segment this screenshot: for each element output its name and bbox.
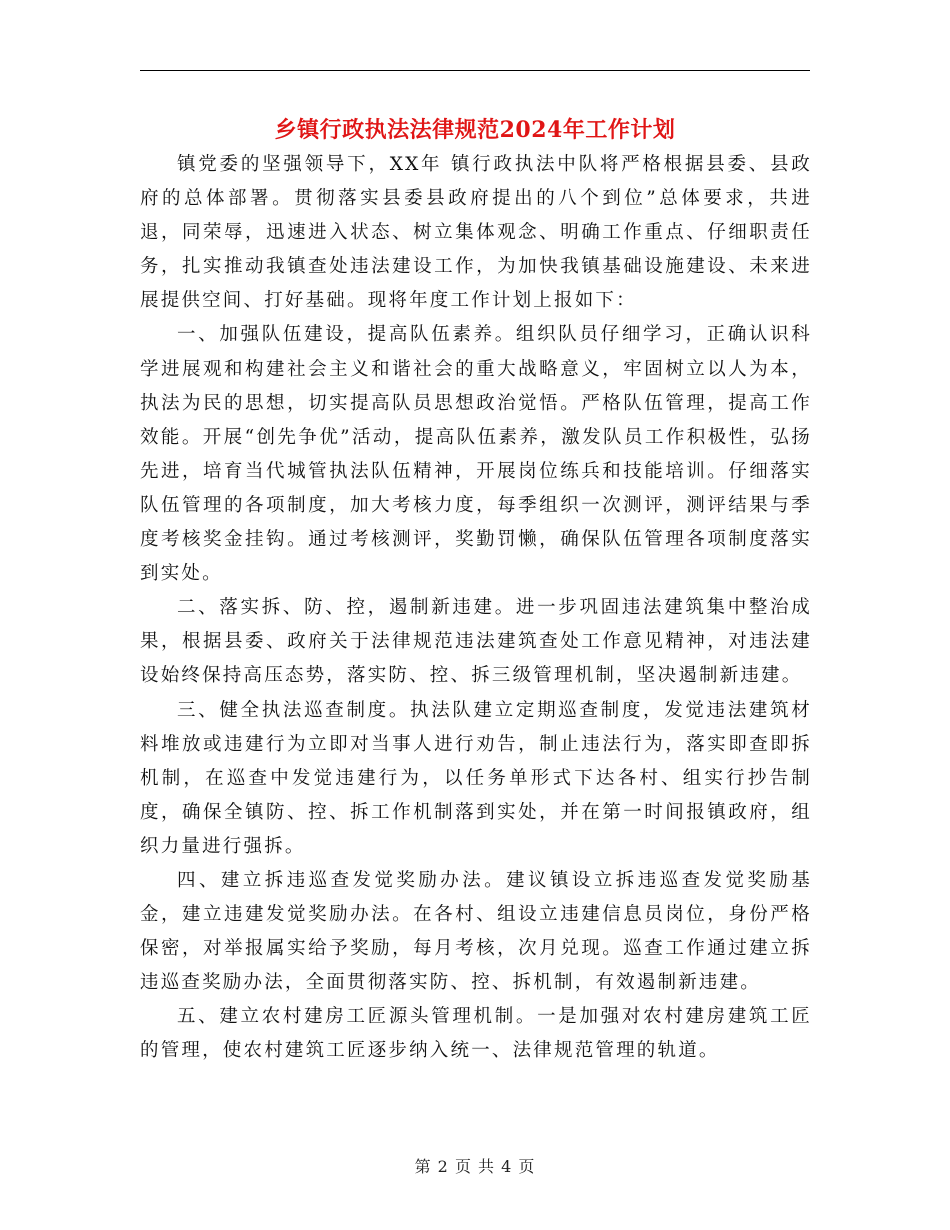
section-1-paragraph: 一、加强队伍建设，提高队伍素养。组织队员仔细学习，正确认识科学进展观和构建社会主义和谐社会的重大战略意义，牢固树立以人为本，执法为民的思想，切实提高队员思想政治觉悟。严格队伍管理，提高工作效能。开展“创先争优”活动，提高队伍素养，激发队员工作积极性，弘扬先进，培育当代城管执法队伍精神，开展岗位练兵和技能培训。仔细落实队伍管理的各项制度，加大考核力度，每季组织一次测评，测评结果与季度考核奖金挂钩。通过考核测评，奖勤罚懒，确保队伍管理各项制度落实到实处。 <box>140 324 812 585</box>
document-body <box>140 148 812 1069</box>
section-2-paragraph: 二、落实拆、防、控，遏制新违建。进一步巩固违法建筑集中整治成果，根据县委、政府关于法律规范违法建筑查处工作意见精神，对违法建设始终保持高压态势，落实防、控、拆三级管理机制，坚决遏制新违建。 <box>140 597 812 687</box>
section-5-paragraph: 五、建立农村建房工匠源头管理机制。一是加强对农村建房建筑工匠的管理，使农村建筑工匠逐步纳入统一、法律规范管理的轨道。 <box>140 1006 812 1062</box>
section-3-paragraph: 三、健全执法巡查制度。执法队建立定期巡查制度，发觉违法建筑材料堆放或违建行为立即对当事人进行劝告，制止违法行为，落实即查即拆机制，在巡查中发觉违建行为，以任务单形式下达各村、组实行抄告制度，确保全镇防、控、拆工作机制落到实处，并在第一时间报镇政府，组织力量进行强拆。 <box>140 699 812 857</box>
intro-paragraph: 镇党委的坚强领导下，XX年 镇行政执法中队将严格根据县委、县政府的总体部署。贯彻落实县委县政府提出的八个到位”总体要求，共进退，同荣辱，迅速进入状态、树立集体观念、明确工作重点、仔细职责任务，扎实推动我镇查处违法建设工作，为加快我镇基础设施建设、未来进展提供空间、打好基础。现将年度工作计划上报如下： <box>140 154 812 312</box>
section-4-paragraph: 四、建立拆违巡查发觉奖励办法。建议镇设立拆违巡查发觉奖励基金，建立违建发觉奖励办法。在各村、组设立违建信息员岗位，身份严格保密，对举报属实给予奖励，每月考核，次月兑现。巡查工作通过建立拆违巡查奖励办法，全面贯彻落实防、控、拆机制，有效遏制新违建。 <box>140 869 812 994</box>
document-title: 乡镇行政执法法律规范2024年工作计划 <box>274 117 676 143</box>
header-rule <box>140 70 810 71</box>
page-number-footer: 第 2 页 共 4 页 <box>414 1157 536 1176</box>
